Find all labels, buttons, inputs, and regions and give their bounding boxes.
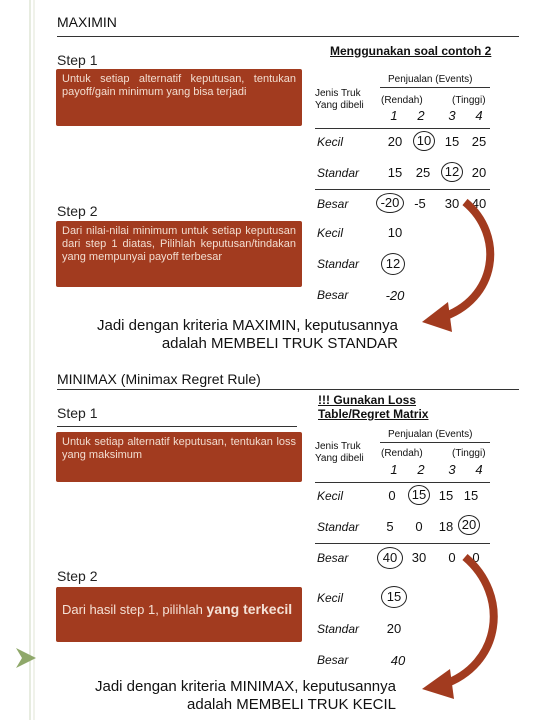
minimax-cell: 15	[438, 488, 454, 503]
maximin-cell: -5	[414, 196, 426, 211]
minimax-conclusion-line1: Jadi dengan kriteria MINIMAX, keputusannya	[95, 678, 396, 695]
maximin-events-rule	[380, 87, 490, 88]
maximin-events-label: Penjualan (Events)	[388, 74, 473, 85]
minimax-curved-arrow	[410, 545, 505, 705]
minimax-result-label-standar: Standar	[317, 622, 360, 636]
minimax-row-label-standar: Standar	[317, 520, 360, 534]
minimax-reference-line2: Table/Regret Matrix	[318, 407, 429, 421]
maximin-row-header-1: Jenis Truk	[315, 88, 361, 99]
minimax-events-label: Penjualan (Events)	[388, 429, 473, 440]
maximin-col-1: 1	[390, 108, 398, 123]
minimax-cell: 0	[388, 488, 396, 503]
minimax-result-label-kecil: Kecil	[317, 591, 344, 605]
minimax-cell-max-circled: 40	[377, 547, 403, 569]
maximin-step2-box	[56, 221, 302, 287]
minimax-title: MINIMAX (Minimax Regret Rule)	[57, 371, 261, 387]
minimax-step1-desc: Untuk setiap alternatif keputusan, tentukan loss yang maksimum	[62, 436, 296, 461]
maximin-cell: 30	[444, 196, 460, 211]
minimax-cell: 30	[411, 550, 427, 565]
minimax-step2-desc-b: yang terkecil	[206, 601, 293, 617]
minimax-row-rule	[315, 543, 490, 544]
minimax-step1-rule	[57, 426, 297, 427]
minimax-step1-box	[56, 432, 302, 482]
minimax-step2-box	[56, 587, 302, 642]
minimax-col-3: 3	[448, 462, 456, 477]
maximin-cell: 25	[415, 165, 431, 180]
maximin-cell: 15	[444, 134, 460, 149]
minimax-step2-desc-a: Dari hasil step 1, pilihlah	[62, 602, 203, 617]
maximin-row-label-kecil: Kecil	[317, 135, 344, 149]
minimax-conclusion-line2: adalah MEMBELI TRUK KECIL	[187, 696, 396, 713]
minimax-result-value: 20	[386, 621, 402, 636]
minimax-cell: 0	[415, 519, 423, 534]
maximin-cell: 20	[387, 134, 403, 149]
maximin-result-label-besar: Besar	[317, 288, 349, 302]
maximin-row-label-besar: Besar	[317, 197, 349, 211]
maximin-cell-min-circled: -20	[376, 193, 404, 213]
minimax-result-min-circled: 15	[381, 586, 407, 608]
minimax-cell-max-circled: 20	[458, 515, 480, 535]
maximin-result-label-standar: Standar	[317, 257, 360, 271]
maximin-cell-min-circled: 12	[441, 162, 463, 182]
minimax-result-label-besar: Besar	[317, 653, 349, 667]
minimax-reference-line1: !!! Gunakan Loss	[318, 393, 417, 407]
minimax-events-rule	[380, 442, 490, 443]
maximin-col-3: 3	[448, 108, 456, 123]
maximin-title: MAXIMIN	[57, 14, 117, 30]
maximin-header-rule	[315, 128, 490, 129]
maximin-tinggi-label: (Tinggi)	[452, 95, 486, 106]
minimax-step1-label: Step 1	[57, 405, 98, 421]
minimax-tinggi-label: (Tinggi)	[452, 448, 486, 459]
minimax-title-rule	[57, 389, 519, 390]
maximin-step1-desc: Untuk setiap alternatif keputusan, tentukan payoff/gain minimum yang bisa terjadi	[62, 73, 296, 98]
minimax-cell-max-circled: 15	[408, 485, 430, 505]
minimax-result-value: 40	[390, 653, 406, 668]
decorative-side-line	[0, 0, 40, 720]
maximin-rendah-label: (Rendah)	[381, 95, 423, 106]
minimax-row-header-1: Jenis Truk	[315, 441, 361, 452]
maximin-conclusion-line1: Jadi dengan kriteria MAXIMIN, keputusannya	[97, 317, 398, 334]
minimax-cell: 5	[386, 519, 394, 534]
minimax-cell: 15	[463, 488, 479, 503]
maximin-cell: 20	[471, 165, 487, 180]
maximin-cell: 40	[471, 196, 487, 211]
minimax-cell: 0	[472, 550, 480, 565]
maximin-step1-box	[56, 69, 302, 126]
maximin-result-max-circled: 12	[381, 253, 405, 275]
maximin-step2-desc: Dari nilai-nilai minimum untuk setiap keputusan dari step 1 diatas, Pilihlah keputusan/tindakan yang mempunyai payoff terbesar	[62, 225, 296, 263]
minimax-col-1: 1	[390, 462, 398, 477]
maximin-result-value: 10	[387, 225, 403, 240]
maximin-reference: Menggunakan soal contoh 2	[330, 44, 492, 58]
maximin-cell-min-circled: 10	[413, 131, 435, 151]
maximin-step2-label: Step 2	[57, 203, 98, 219]
maximin-step1-label: Step 1	[57, 52, 98, 68]
maximin-result-value: -20	[385, 288, 405, 303]
minimax-step2-label: Step 2	[57, 568, 98, 584]
minimax-col-4: 4	[475, 462, 483, 477]
minimax-header-rule	[315, 482, 490, 483]
maximin-title-rule	[57, 36, 519, 37]
maximin-col-2: 2	[417, 108, 425, 123]
arrowhead-icon	[14, 646, 38, 670]
minimax-rendah-label: (Rendah)	[381, 448, 423, 459]
maximin-conclusion-line2: adalah MEMBELI TRUK STANDAR	[161, 335, 398, 352]
minimax-row-header-2: Yang dibeli	[315, 453, 364, 464]
minimax-cell: 18	[438, 519, 454, 534]
maximin-cell: 25	[471, 134, 487, 149]
maximin-cell: 15	[387, 165, 403, 180]
minimax-col-2: 2	[417, 462, 425, 477]
maximin-curved-arrow	[410, 190, 500, 340]
minimax-row-label-kecil: Kecil	[317, 489, 344, 503]
maximin-col-4: 4	[475, 108, 483, 123]
maximin-result-label-kecil: Kecil	[317, 226, 344, 240]
maximin-row-label-standar: Standar	[317, 166, 360, 180]
maximin-row-header-2: Yang dibeli	[315, 100, 364, 111]
minimax-cell: 0	[448, 550, 456, 565]
minimax-row-label-besar: Besar	[317, 551, 349, 565]
